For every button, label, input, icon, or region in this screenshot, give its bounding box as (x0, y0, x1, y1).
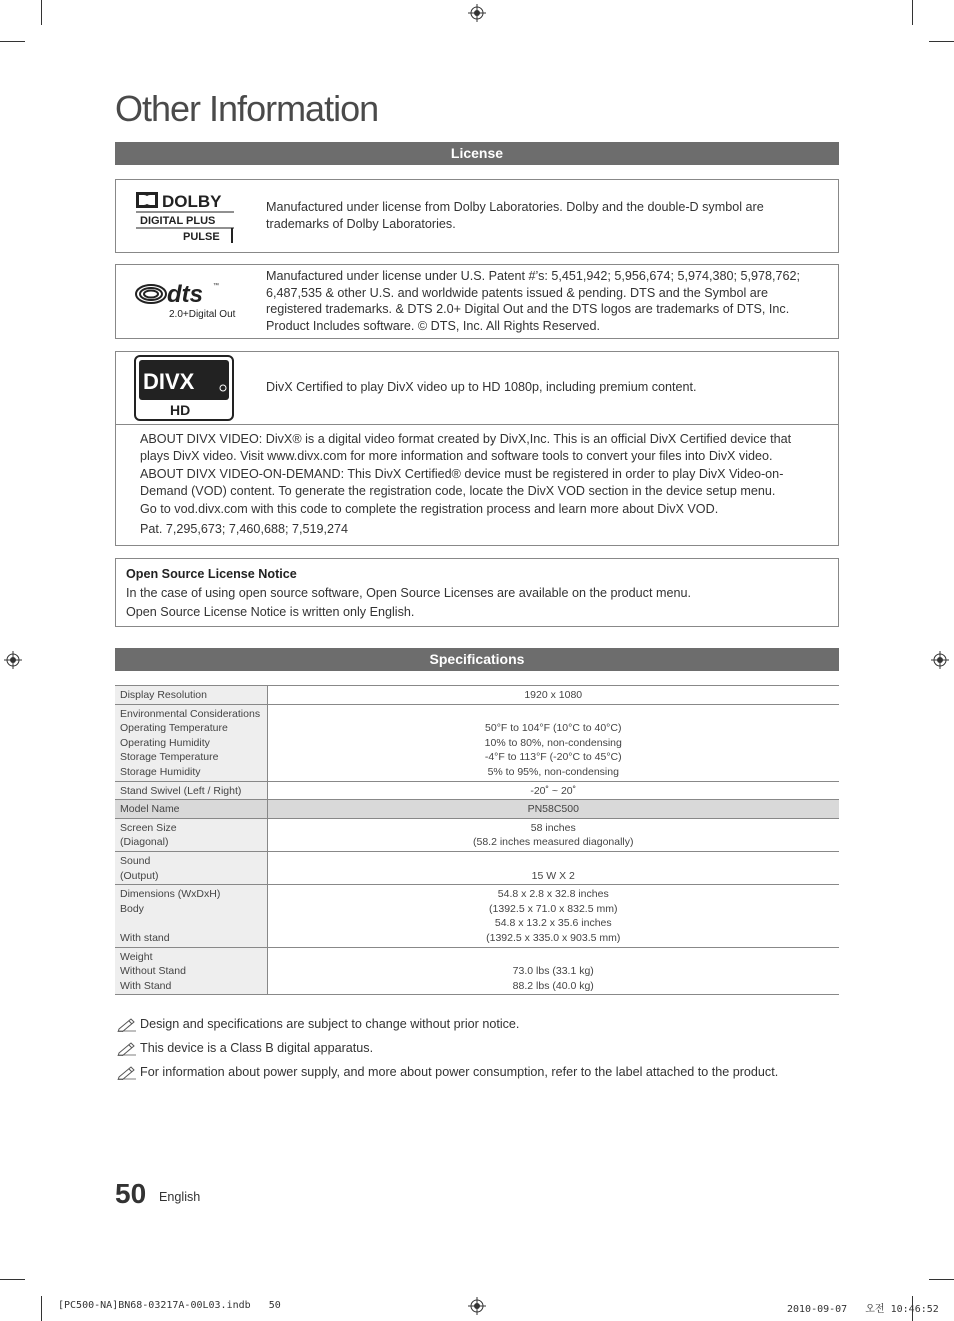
dolby-logo-line1: DIGITAL PLUS (140, 215, 216, 227)
table-row (115, 947, 839, 995)
table-row (115, 781, 839, 800)
spec-label-line: Dimensions (WxDxH) (120, 888, 221, 901)
spec-label-line: With stand (120, 931, 170, 944)
note-text: Design and specifications are subject to change without prior notice. (140, 1017, 520, 1031)
registration-mark-icon (931, 651, 949, 669)
spec-value-line: 58 inches (530, 821, 576, 834)
spec-label-line: Storage Humidity (120, 765, 201, 778)
spec-value-line: 73.0 lbs (33.1 kg) (512, 965, 594, 978)
spec-value-line: 5% to 95%, non-condensing (487, 765, 619, 778)
spec-label-line: Display Resolution (120, 689, 207, 701)
note-text: This device is a Class B digital apparatus. (140, 1041, 374, 1055)
divx-logo-sub: HD (170, 402, 191, 418)
spec-label-line: With Stand (120, 979, 172, 992)
notes-list (117, 1012, 778, 1084)
table-row (115, 800, 839, 819)
spec-value (267, 947, 839, 995)
table-row (115, 686, 839, 705)
spec-value-line: (1392.5 x 335.0 x 903.5 mm) (486, 931, 621, 944)
spec-value-line: (1392.5 x 71.0 x 832.5 mm) (489, 902, 618, 915)
table-row (115, 885, 839, 947)
pencil-note-icon (117, 1016, 137, 1032)
crop-mark (0, 1279, 25, 1280)
table-row (115, 818, 839, 851)
spec-label (115, 686, 267, 705)
spec-label-line: Screen Size (120, 821, 177, 834)
dolby-logo (134, 190, 238, 244)
spec-label-line: Without Stand (120, 965, 186, 978)
dts-license-text (266, 268, 800, 334)
spec-value (267, 851, 839, 884)
text-line: 6,487,535 & other U.S. and worldwide patents issued & pending. DTS and the Symbol are (266, 285, 768, 300)
spec-value-line: 10% to 80%, non-condensing (484, 736, 622, 749)
footer-file-slug: [PC500-NA]BN68-03217A-00L03.indb 50 (58, 1300, 281, 1311)
text-line: ABOUT DIVX VIDEO: DivX® is a digital video format created by DivX,Inc. This is an official DivX Certified device that (140, 432, 792, 446)
dts-logo (134, 279, 244, 323)
spec-label (115, 800, 267, 819)
spec-value-line: 88.2 lbs (40.0 kg) (512, 979, 594, 992)
spec-label (115, 947, 267, 995)
dolby-license-text (266, 199, 764, 232)
divx-hd-logo (134, 355, 234, 421)
registration-mark-icon (468, 4, 486, 22)
note-item (117, 1012, 778, 1036)
spec-label-line: Storage Temperature (120, 751, 219, 764)
note-item (117, 1060, 778, 1084)
crop-mark (912, 0, 913, 25)
spec-label-line: Operating Humidity (120, 736, 210, 749)
spec-label-line: Model Name (120, 803, 180, 816)
spec-label-line: Sound (120, 854, 151, 867)
spec-value-line: 54.8 x 13.2 x 35.6 inches (494, 917, 612, 930)
spec-label-line: Body (120, 902, 144, 915)
spec-value (267, 781, 839, 800)
dts-logo-text: dts (167, 281, 203, 308)
dolby-logo-text: DOLBY (162, 192, 222, 211)
dts-license-box (115, 264, 839, 339)
spec-label-line: (Diagonal) (120, 836, 169, 849)
table-row (115, 851, 839, 884)
spec-label-line: (Output) (120, 869, 159, 882)
spec-label (115, 781, 267, 800)
open-source-line: In the case of using open source software, Open Source Licenses are available on the product menu. (126, 586, 691, 600)
spec-value-line: 15 W X 2 (531, 869, 575, 882)
table-row (115, 704, 839, 781)
license-header: License (115, 142, 839, 165)
divx-about-text (140, 431, 810, 537)
open-source-notice-box (115, 558, 839, 627)
dolby-license-box (115, 179, 839, 253)
crop-mark (929, 41, 954, 42)
dolby-logo-line2: PULSE (183, 231, 220, 243)
pencil-note-icon (117, 1040, 137, 1056)
open-source-line: Open Source License Notice is written only English. (126, 605, 415, 619)
divider (116, 424, 838, 425)
text-line: trademarks of Dolby Laboratories. (266, 216, 456, 231)
spec-label-line (120, 916, 262, 931)
text-line: Pat. 7,295,673; 7,460,688; 7,519,274 (140, 521, 348, 536)
crop-mark (929, 1279, 954, 1280)
note-item (117, 1036, 778, 1060)
note-text: For information about power supply, and more about power consumption, refer to the label attached to the product. (140, 1065, 779, 1079)
spec-value-line: 1920 x 1080 (524, 689, 583, 701)
spec-value-line: -4°F to 113°F (-20°C to 45°C) (484, 751, 622, 764)
spec-value (267, 704, 839, 781)
crop-mark (41, 0, 42, 25)
specifications-header: Specifications (115, 648, 839, 671)
spec-value-line: 50°F to 104°F (10°C to 40°C) (485, 722, 622, 735)
spec-label-line: Weight (120, 950, 153, 963)
spec-value (267, 885, 839, 947)
spec-label (115, 885, 267, 947)
spec-value (267, 686, 839, 705)
spec-value-line: PN58C500 (527, 803, 579, 816)
specifications-table (115, 685, 839, 995)
text-line: Manufactured under license under U.S. Patent #’s: 5,451,942; 5,956,674; 5,974,380; 5,978,762; (266, 269, 800, 283)
page-number: 50 (115, 1178, 147, 1209)
spec-label-line: Operating Temperature (120, 722, 228, 735)
dts-logo-tm: ™ (213, 283, 219, 289)
text-line: Product Includes software. © DTS, Inc. All Rights Reserved. (266, 318, 601, 333)
spec-label-line: Stand Swivel (Left / Right) (120, 784, 242, 797)
text-line: registered trademarks. & DTS 2.0+ Digital Out and the DTS logos are trademarks of DTS, Inc. (266, 302, 790, 316)
divx-license-text: DivX Certified to play DivX video up to HD 1080p, including premium content. (266, 380, 697, 394)
spec-value-line: (58.2 inches measured diagonally) (472, 836, 634, 849)
footer-date-slug: 2010-09-07 오전 10:46:52 (787, 1304, 939, 1315)
divx-logo-text: DIVX (143, 369, 195, 394)
pencil-note-icon (117, 1064, 137, 1080)
spec-value-line: -20˚ ~ 20˚ (530, 784, 577, 797)
text-line: plays DivX video. Visit www.divx.com for more information and software tools to convert your files into DivX video. (140, 448, 773, 463)
open-source-title: Open Source License Notice (126, 567, 297, 581)
dts-logo-sub: 2.0+Digital Out (169, 309, 236, 320)
spec-label-line: Environmental Considerations (120, 707, 261, 720)
spec-label (115, 851, 267, 884)
text-line: ABOUT DIVX VIDEO-ON-DEMAND: This DivX Certified® device must be registered in order to play DivX Video-on- (140, 467, 784, 481)
text-line: Demand (VOD) content. To generate the registration code, locate the DivX VOD section in the device setup menu. (140, 483, 776, 498)
spec-label (115, 704, 267, 781)
registration-mark-icon (4, 651, 22, 669)
registration-mark-icon (468, 1297, 486, 1315)
page-title: Other Information (115, 88, 379, 129)
spec-value-line: 54.8 x 2.8 x 32.8 inches (497, 888, 609, 901)
spec-value (267, 818, 839, 851)
spec-label (115, 818, 267, 851)
crop-mark (0, 41, 25, 42)
crop-mark (41, 1296, 42, 1321)
text-line: Go to vod.divx.com with this code to complete the registration process and learn more about DivX VOD. (140, 502, 719, 516)
text-line: Manufactured under license from Dolby Laboratories. Dolby and the double-D symbol are (266, 200, 764, 214)
spec-value (267, 800, 839, 819)
page-language: English (159, 1190, 201, 1204)
